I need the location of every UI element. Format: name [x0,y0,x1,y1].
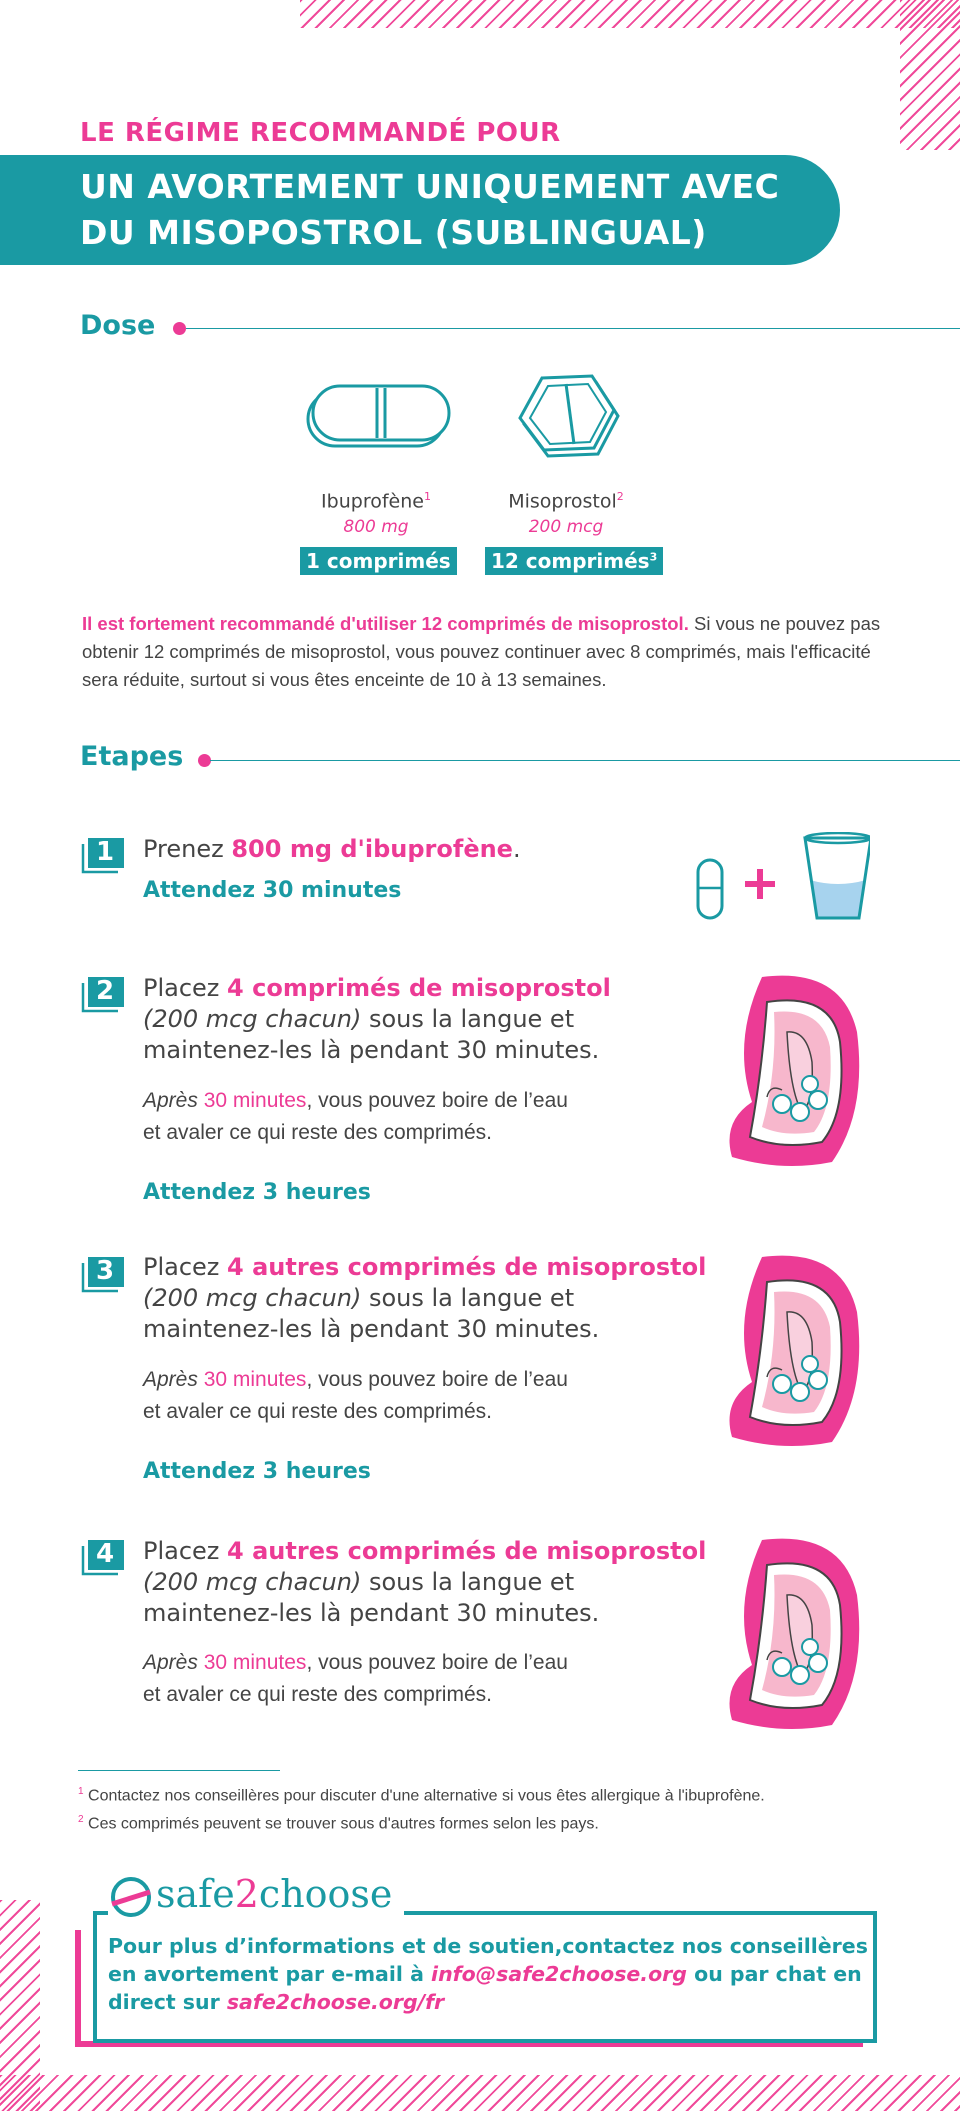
step-3-wait: Attendez 3 heures [143,1459,371,1484]
contact-text: Pour plus d’informations et de soutien,contactez nos conseillères en avortement par e-mail à info@safe2choose.org ou par chat en direct sur safe2choose.org/fr [108,1934,868,2014]
step-1-text: Prenez 800 mg d'ibuprofène. [143,835,521,863]
right-hatch-decoration [900,0,960,150]
safe2choose-logo: safe2choose [108,1870,404,1920]
mouth-sublingual-icon [722,972,862,1172]
ibuprofen-count-badge: 1 comprimés [300,547,457,575]
recommendation-text: Il est fortement recommandé d'utiliser 12 comprimés de misoprostol. Si vous ne pouvez pas obtenir 12 comprimés de misoprostol, vous pouvez continuer avec 8 comprimés, mais l'efficacité sera réduite, surtout si vous êtes enceinte de 10 à 13 semaines. [82,613,881,690]
step-4-text: Placez 4 autres comprimés de misoprostol (200 mcg chacun) sous la langue et maintenez-les là pendant 30 minutes. [143,1537,707,1627]
top-hatch-decoration [300,0,960,28]
step-2-wait: Attendez 3 heures [143,1180,371,1205]
title-line-1: UN AVORTEMENT UNIQUEMENT AVEC [80,167,780,206]
step-3-text: Placez 4 autres comprimés de misoprostol (200 mcg chacun) sous la langue et maintenez-les là pendant 30 minutes. [143,1253,707,1343]
mouth-sublingual-icon [722,1535,862,1735]
ibuprofen-pill-icon [305,383,451,449]
pretitle: LE RÉGIME RECOMMANDÉ POUR [80,118,561,148]
step-4-subtext: Après 30 minutes, vous pouvez boire de l’eau et avaler ce qui reste des comprimés. [143,1651,568,1706]
dose-rule [186,328,960,329]
ibuprofen-dose: 800 mg [343,517,409,537]
step-3-number-badge: 3 [80,1255,122,1291]
footnote-2: $^2$ Ces comprimés peuvent se trouver sous d'autres formes selon les pays. [78,1814,599,1833]
misoprostol-count-badge: 12 comprimés$^3$ [485,547,663,575]
step-3-subtext: Après 30 minutes, vous pouvez boire de l’eau et avaler ce qui reste des comprimés. [143,1368,568,1423]
steps-rule [210,760,960,761]
step-1-wait: Attendez 30 minutes [143,878,402,903]
misoprostol-dose: 200 mcg [528,517,604,537]
email-link[interactable]: info@safe2choose.org [431,1962,687,1986]
dose-section-title: Dose [80,310,156,341]
website-link[interactable]: safe2choose.org/fr [226,1990,445,2014]
step-2-subtext: Après 30 minutes, vous pouvez boire de l’eau et avaler ce qui reste des comprimés. [143,1089,568,1144]
dose-dot [173,322,186,335]
mouth-sublingual-icon [722,1252,862,1452]
steps-section-title: Etapes [80,741,184,772]
misoprostol-pill-icon [518,374,622,462]
logo-mark-icon [108,1874,154,1920]
footnote-rule [78,1770,280,1771]
step-2-number-badge: 2 [80,975,122,1011]
step-4-number-badge: 4 [80,1538,122,1574]
pill-plus-water-icon [690,832,870,922]
step-1-number-badge: 1 [80,836,122,872]
footnote-1: $^1$ Contactez nos conseillères pour discuter d'une alternative si vous êtes allergique à l'ibuprofène. [78,1786,765,1805]
misoprostol-label: Misoprostol$^2$ [508,490,624,513]
ibuprofen-label: Ibuprofène$^1$ [321,490,431,513]
title-banner [0,155,840,265]
step-2-text: Placez 4 comprimés de misoprostol (200 mcg chacun) sous la langue et maintenez-les là pendant 30 minutes. [143,974,611,1064]
title-line-2: DU MISOPOSTROL (SUBLINGUAL) [80,213,707,252]
bottom-hatch-decoration [0,2075,960,2111]
